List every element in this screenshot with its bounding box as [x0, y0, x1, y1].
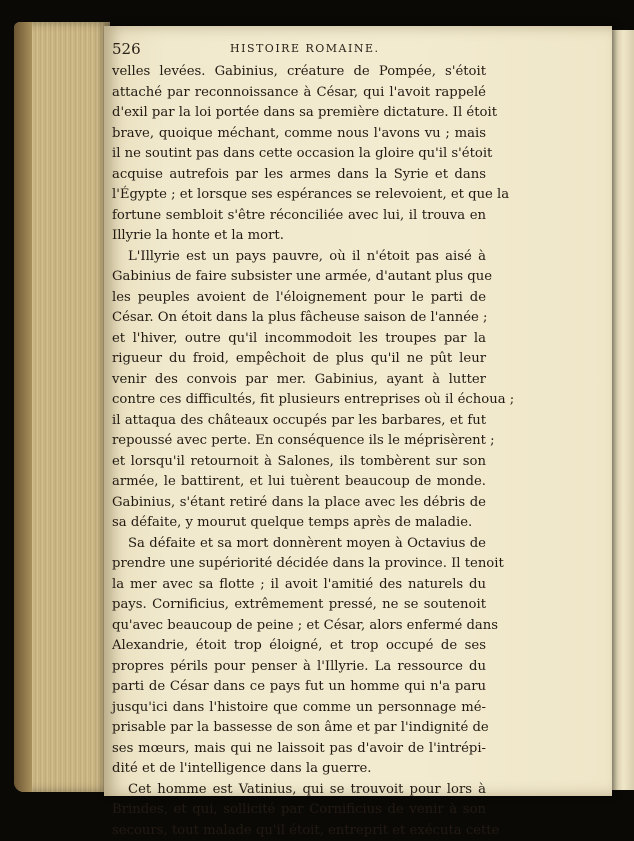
text-line: fortune sembloit s'être réconciliée avec lui, il trouva en — [112, 206, 486, 227]
text-line: Cet homme est Vatinius, qui se trouvoit pour lors à — [112, 780, 486, 801]
text-line: l'Égypte ; et lorsque ses espérances se relevoient, et que la — [112, 185, 486, 206]
running-title: HISTOIRE ROMAINE. — [230, 42, 380, 55]
text-line: dité et de l'intelligence dans la guerre. — [112, 759, 486, 780]
paragraph — [112, 62, 486, 247]
text-line: rigueur du froid, empêchoit de plus qu'il ne pût leur — [112, 349, 486, 370]
text-line: la mer avec sa flotte ; il avoit l'amitié des naturels du — [112, 575, 486, 596]
page-header — [112, 40, 492, 60]
text-line: pays. Cornificius, extrêmement pressé, ne se soutenoit — [112, 595, 486, 616]
page-number: 526 — [112, 40, 141, 58]
text-line: qu'avec beaucoup de peine ; et César, alors enfermé dans — [112, 616, 486, 637]
text-line: et lorsqu'il retournoit à Salones, ils tombèrent sur son — [112, 452, 486, 473]
text-line: velles levées. Gabinius, créature de Pompée, s'étoit — [112, 62, 486, 83]
text-line: Gabinius de faire subsister une armée, d'autant plus que — [112, 267, 486, 288]
text-line: venir des convois par mer. Gabinius, ayant à lutter — [112, 370, 486, 391]
text-line: il attaqua des châteaux occupés par les barbares, et fut — [112, 411, 486, 432]
text-line: Alexandrie, étoit trop éloigné, et trop occupé de ses — [112, 636, 486, 657]
text-line: contre ces difficultés, fit plusieurs entreprises où il échoua ; — [112, 390, 486, 411]
paragraph — [112, 780, 486, 841]
body-text — [112, 62, 486, 841]
text-line: armée, le battirent, et lui tuèrent beaucoup de monde. — [112, 472, 486, 493]
text-line: parti de César dans ce pays fut un homme qui n'a paru — [112, 677, 486, 698]
text-line: Illyrie la honte et la mort. — [112, 226, 486, 247]
text-line: L'Illyrie est un pays pauvre, où il n'étoit pas aisé à — [112, 247, 486, 268]
text-line: Brindes, et qui, sollicité par Cornificius de venir à son — [112, 800, 486, 821]
text-line: attaché par reconnoissance à César, qui l'avoit rappelé — [112, 83, 486, 104]
text-line: propres périls pour penser à l'Illyrie. La ressource du — [112, 657, 486, 678]
text-line: et l'hiver, outre qu'il incommodoit les troupes par la — [112, 329, 486, 350]
text-line: il ne soutint pas dans cette occasion la gloire qu'il s'étoit — [112, 144, 486, 165]
book-page-edges — [14, 22, 110, 792]
paragraph — [112, 534, 486, 780]
text-line: repoussé avec perte. En conséquence ils le méprisèrent ; — [112, 431, 486, 452]
text-line: d'exil par la loi portée dans sa première dictature. Il étoit — [112, 103, 486, 124]
text-line: acquise autrefois par les armes dans la Syrie et dans — [112, 165, 486, 186]
text-line: César. On étoit dans la plus fâcheuse saison de l'année ; — [112, 308, 486, 329]
text-line: prendre une supériorité décidée dans la province. Il tenoit — [112, 554, 486, 575]
text-line: brave, quoique méchant, comme nous l'avons vu ; mais — [112, 124, 486, 145]
text-line: secours, tout malade qu'il étoit, entreprit et exécuta cette — [112, 821, 486, 841]
text-line: ses mœurs, mais qui ne laissoit pas d'avoir de l'intrépi- — [112, 739, 486, 760]
text-line: jusqu'ici dans l'histoire que comme un personnage mé- — [112, 698, 486, 719]
text-line: Sa défaite et sa mort donnèrent moyen à Octavius de — [112, 534, 486, 555]
text-line: sa défaite, y mourut quelque temps après de maladie. — [112, 513, 486, 534]
text-line: Gabinius, s'étant retiré dans la place avec les débris de — [112, 493, 486, 514]
text-line: prisable par la bassesse de son âme et par l'indignité de — [112, 718, 486, 739]
paragraph — [112, 247, 486, 534]
text-line: les peuples avoient de l'éloignement pour le parti de — [112, 288, 486, 309]
